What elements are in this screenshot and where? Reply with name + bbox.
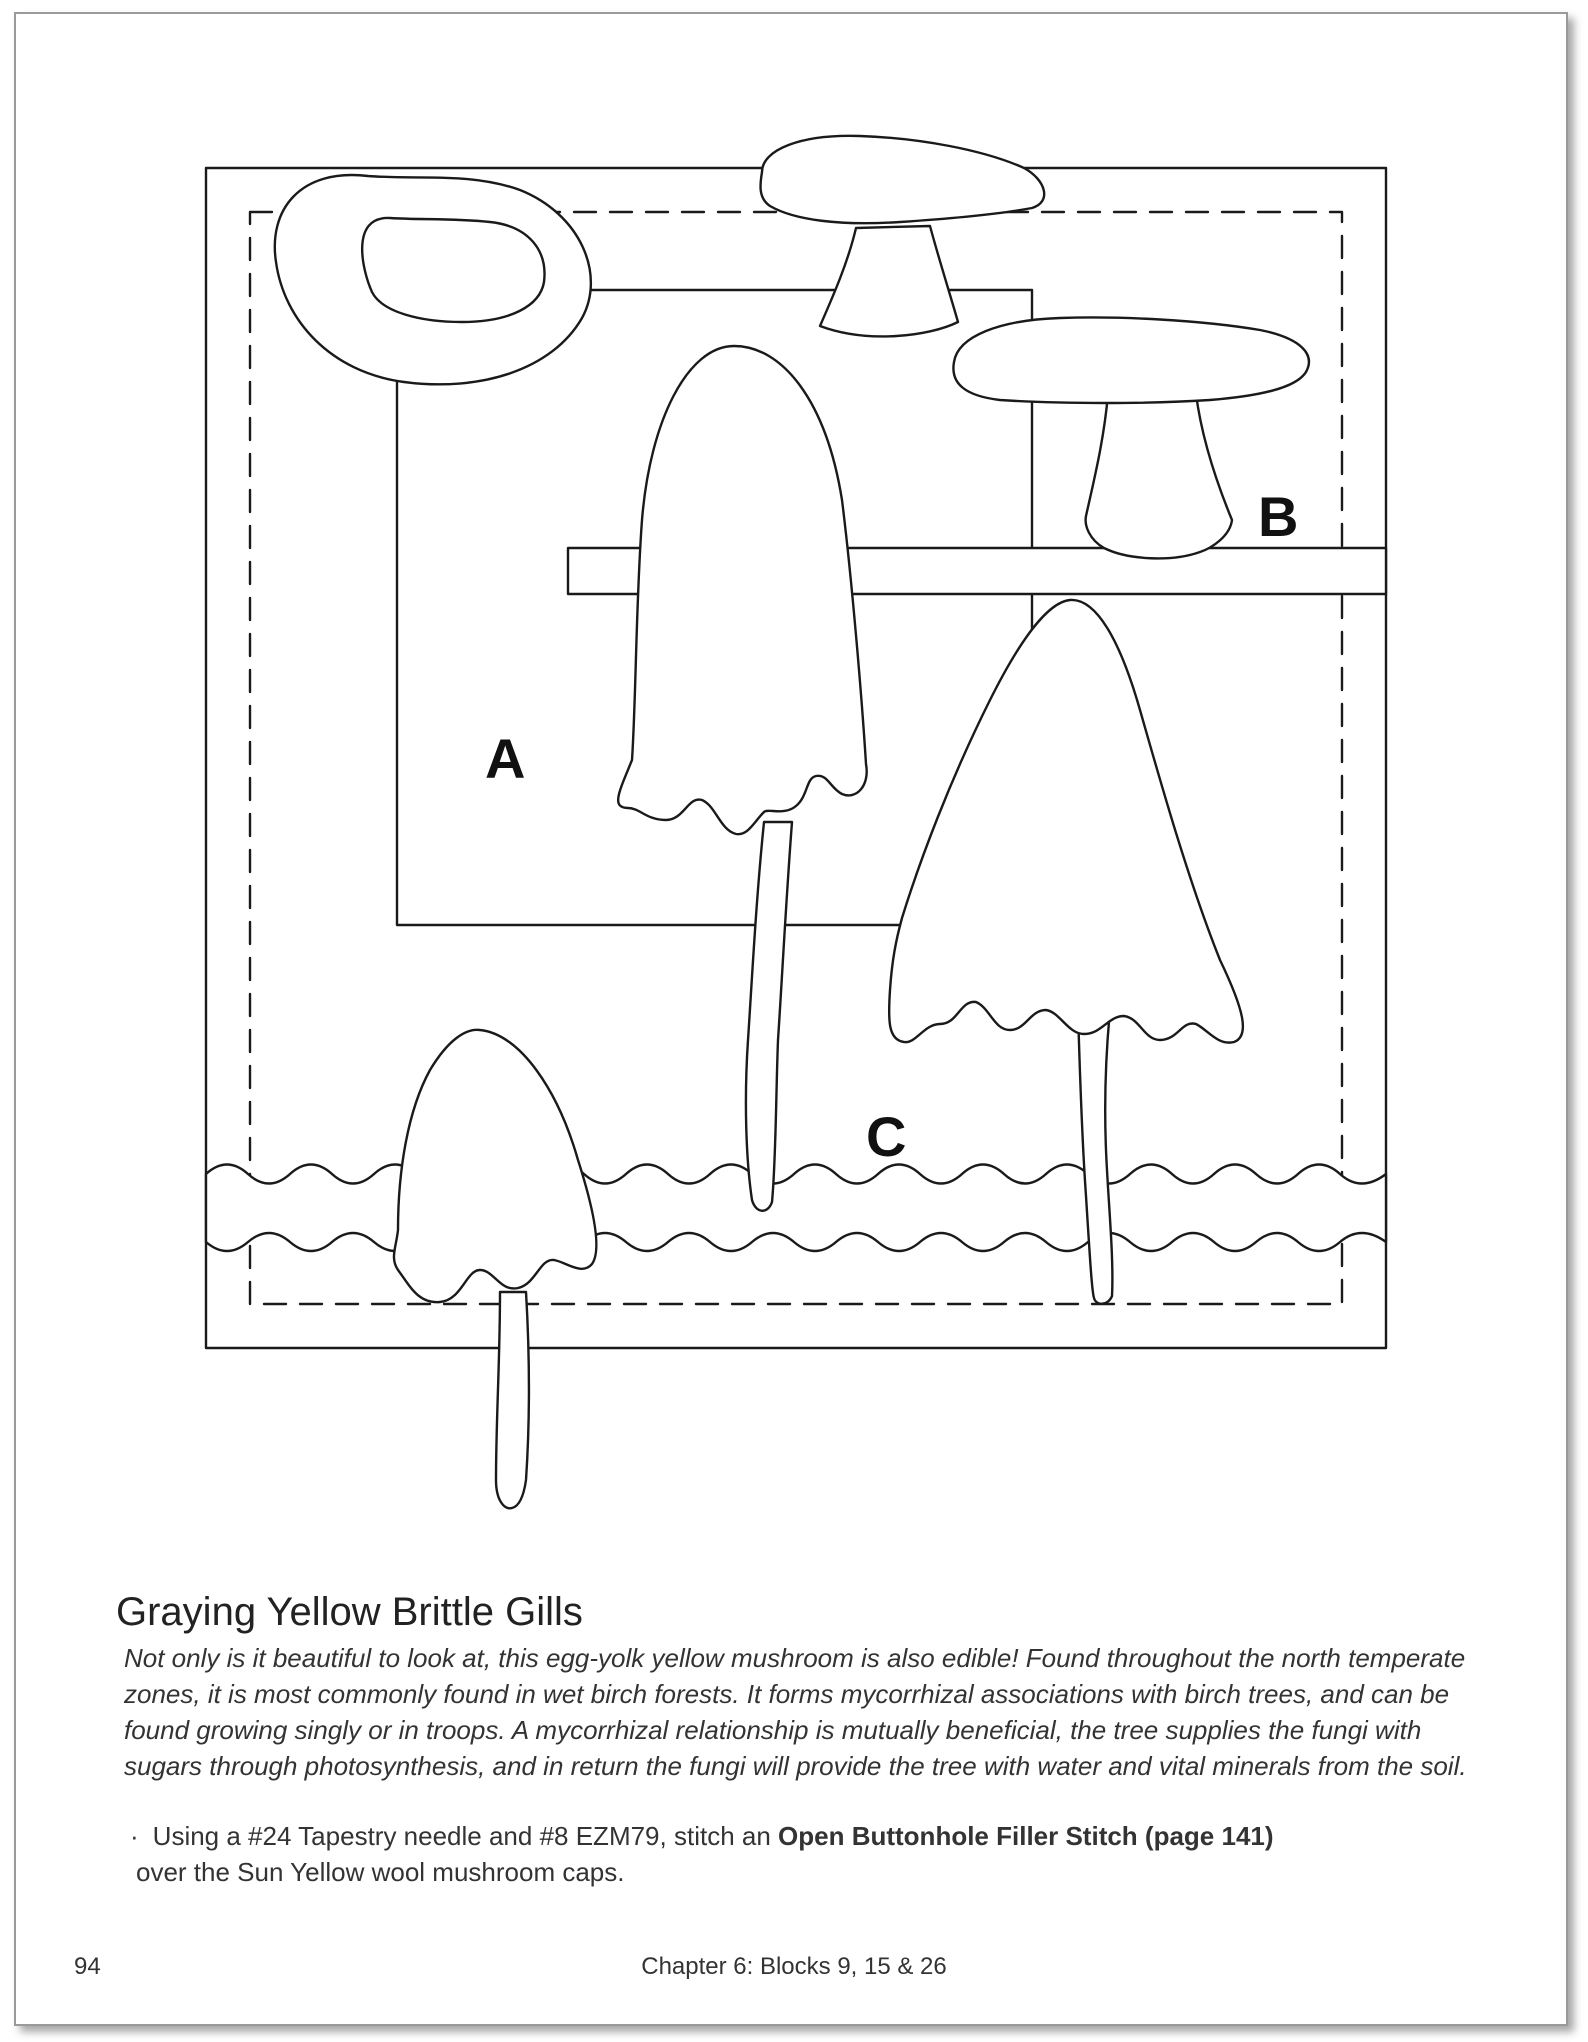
ric-rac-c xyxy=(206,1165,1386,1252)
label-a: A xyxy=(485,727,526,790)
stitch-instruction xyxy=(130,1818,1470,1890)
label-b: B xyxy=(1258,485,1299,548)
bullet-dot: · xyxy=(130,1821,139,1851)
mushroom-description: Not only is it beautiful to look at, this egg-yolk yellow mushroom is also edible! Found throughout the north temperate zones, it is most commonly found in wet birch forests. It forms mycorrhizal associations with birch trees, and can be found growing singly or in troops. A mycorrhizal relationship is mutually beneficial, the tree supplies the fungi with sugars through photosynthesis, and in return the fungi will provide the tree with water and vital minerals from the soil. xyxy=(124,1643,1467,1781)
section-title: Graying Yellow Brittle Gills xyxy=(116,1590,583,1634)
chapter-footer: Chapter 6: Blocks 9, 15 & 26 xyxy=(641,1953,947,1980)
page-number: 94 xyxy=(74,1953,101,1980)
instruction-after: over the Sun Yellow wool mushroom caps. xyxy=(136,1857,625,1887)
instruction-before: Using a #24 Tapestry needle and #8 EZM79, stitch an xyxy=(152,1821,771,1851)
label-c: C xyxy=(866,1105,907,1168)
stitch-name: Open Buttonhole Filler Stitch (page 141) xyxy=(778,1821,1274,1851)
